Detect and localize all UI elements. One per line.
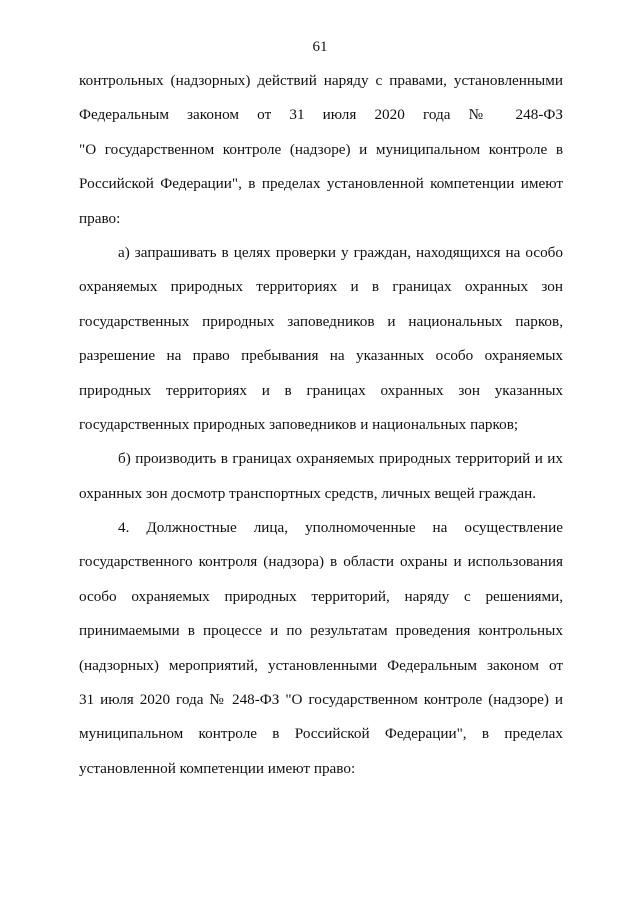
- text-line: установленной компетенции имеют право:: [79, 759, 356, 777]
- text-line: 31 июля 2020 года № 248-ФЗ "О государственном контроле (надзоре) и: [79, 691, 563, 709]
- text-line: 4. Должностные лица, уполномоченные на осуществление: [118, 519, 563, 537]
- text-line: (надзорных) мероприятий, установленными Федеральным законом от: [79, 656, 563, 674]
- page-number: 61: [312, 39, 328, 55]
- text-line: государственного контроля (надзора) в области охраны и использования: [79, 553, 563, 571]
- text-line: охраняемых природных территориях и в границах охранных зон: [79, 278, 563, 296]
- text-line: "О государственном контроле (надзоре) и муниципальном контроле в: [79, 140, 563, 158]
- text-line: государственных природных заповедников и национальных парков,: [79, 312, 563, 330]
- text-line: Федеральным законом от 31 июля 2020 года № 248-ФЗ: [79, 106, 563, 124]
- text-line: Российской Федерации", в пределах установленной компетенции имеют: [79, 175, 563, 193]
- text-line: муниципальном контроле в Российской Федерации", в пределах: [79, 725, 563, 743]
- text-line: принимаемыми в процессе и по результатам проведения контрольных: [79, 622, 563, 640]
- text-line: б) производить в границах охраняемых природных территорий и их: [118, 450, 563, 468]
- text-line: право:: [79, 209, 121, 227]
- text-line: а) запрашивать в целях проверки у граждан, находящихся на особо: [118, 243, 563, 261]
- text-line: охранных зон досмотр транспортных средств, личных вещей граждан.: [79, 484, 537, 502]
- text-line: контрольных (надзорных) действий наряду с правами, установленными: [79, 72, 563, 89]
- text-line: природных территориях и в границах охранных зон указанных: [79, 381, 563, 399]
- text-line: государственных природных заповедников и национальных парков;: [79, 415, 519, 433]
- text-line: разрешение на право пребывания на указанных особо охраняемых: [79, 347, 563, 365]
- text-line: особо охраняемых природных территорий, наряду с решениями,: [79, 587, 563, 605]
- document-body: [79, 71, 563, 793]
